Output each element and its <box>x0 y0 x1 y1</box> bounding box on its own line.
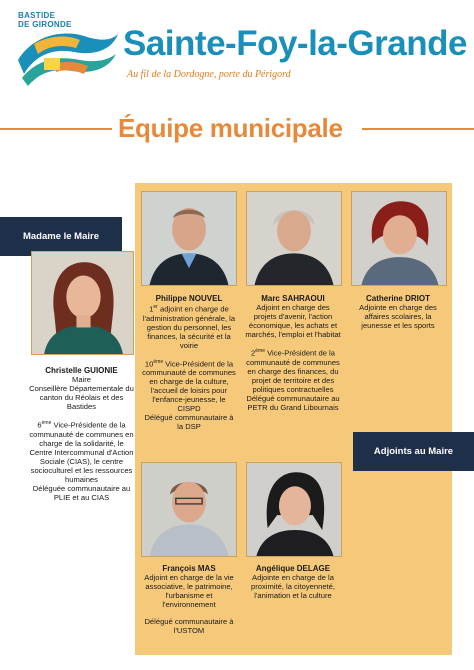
person-philippe-nouvel <box>141 294 237 431</box>
person-marc-sahraoui <box>245 294 341 412</box>
person-role: Adjoint en charge de la vie associative, le patrimoine, l'urbanisme et l'environnement <box>144 573 234 609</box>
photo-francois-mas <box>141 462 237 557</box>
maire-info <box>28 366 135 502</box>
person-community-role: 10ème Vice-Président de la communauté de communes en charge de la culture, l'accueil de loisirs pour l'enfance-jeunesse, le CISPD <box>142 358 236 414</box>
person-role: Adjointe en charge des affaires scolaires, la jeunesse et les sports <box>359 303 437 330</box>
person-role: Adjoint en charge des projets d'avenir, l'action économique, les achats et marchés, l'emploi et l'habitat <box>245 303 341 339</box>
logo-subtitle: BASTIDE DE GIRONDE <box>18 11 72 29</box>
maire-name: Christelle GUIONIE <box>45 366 118 375</box>
person-name: Marc SAHRAOUI <box>261 294 325 303</box>
page-title: Équipe municipale <box>118 113 343 143</box>
person-delegate: Délégué communautaire au PETR du Grand Libournais <box>246 393 340 412</box>
maire-line3: Déléguée communautaire au PLIE et au CIAS <box>32 483 131 502</box>
title-rule-right <box>362 128 474 130</box>
person-name: François MAS <box>162 564 216 573</box>
maire-photo <box>31 251 134 355</box>
photo-catherine-driot <box>351 191 447 286</box>
photo-marc-sahraoui <box>246 191 342 286</box>
title-rule-left <box>0 128 112 130</box>
person-francois-mas <box>141 564 237 635</box>
maire-line2: 6ème Vice-Présidente de la communauté de communes en charge de la solidarité, le Centre Intercommunal d'Action Sociale (CIAS), le centre socioculturel et les ressources humaines <box>29 420 134 484</box>
person-delegate: Délégué communautaire à l'USTOM <box>144 617 234 635</box>
maire-line1: Conseillère Départementale du canton du Réolais et des Bastides <box>29 384 134 411</box>
brand-title: Sainte-Foy-la-Grande <box>123 24 467 63</box>
photo-philippe-nouvel <box>141 191 237 286</box>
brand-tagline: Au fil de la Dordogne, porte du Périgord <box>127 69 291 80</box>
person-name: Angélique DELAGE <box>255 564 331 573</box>
maire-tag: Madame le Maire <box>0 217 122 256</box>
person-angelique-delage <box>245 564 341 600</box>
person-delegate: Délégué communautaire à la DSP <box>144 413 234 432</box>
maire-role: Maire <box>72 375 91 384</box>
adjoints-tag: Adjoints au Maire <box>353 432 474 471</box>
person-name: Catherine DRIOT <box>365 294 430 303</box>
person-role: 1er adjoint en charge de l'administration générale, la gestion du personnel, les finances, la sécurité et la voirie <box>142 304 236 350</box>
person-name: Philippe NOUVEL <box>155 294 223 303</box>
person-community-role: 2ème Vice-Président de la communauté de communes en charge des finances, du projet de territoire et des politiques contractuelles <box>246 348 340 394</box>
photo-angelique-delage <box>246 462 342 557</box>
person-catherine-driot <box>350 294 446 330</box>
person-role: Adjointe en charge de la proximité, la citoyenneté, l'animation et la culture <box>251 573 335 600</box>
